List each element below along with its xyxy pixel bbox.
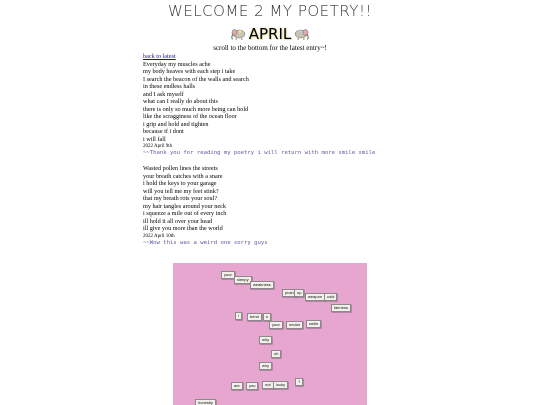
magnet-word: fairness <box>331 304 351 312</box>
magnet-word: i <box>235 312 242 320</box>
poem-line: that my breath rots your soul? <box>143 195 218 202</box>
month-title: APRIL <box>248 25 292 43</box>
poem-line: and I ask myself <box>143 90 184 98</box>
poem-line: Everyday my muscles ache <box>143 60 211 68</box>
month-banner <box>0 25 540 43</box>
poem-line: your breath catches with a snare <box>143 172 223 180</box>
magnet-word: your <box>221 271 235 279</box>
poem-line: in these endless halls <box>143 83 196 90</box>
site-title: WELCOME 2 MY POETRY!! <box>168 2 372 20</box>
poem-line: Wasted pollen lines the streets <box>143 165 218 172</box>
magnet-word: bend <box>247 313 262 321</box>
magnet-word: why <box>259 336 272 344</box>
poem-feed <box>143 53 403 247</box>
poem-line: i will fall <box>143 135 166 143</box>
magnet-word: weakness <box>250 281 274 289</box>
entry-date: 2022 April 9th <box>143 144 173 149</box>
magnet-word: s <box>263 313 271 321</box>
back-to-latest-link[interactable]: back to latest <box>143 53 176 60</box>
entry-date: 2022 April 10th <box>143 233 175 239</box>
poem-line: my body heaves with each step i take <box>143 68 236 75</box>
poem-line: ill hold it all over your head <box>143 217 213 225</box>
magnet-word: your <box>269 321 283 329</box>
poem-entry <box>143 61 403 158</box>
magnet-word: nectar <box>286 321 303 329</box>
elephant-icon <box>230 27 247 41</box>
magnet-word: oh <box>271 350 281 358</box>
poem-line: will you tell me my feet stink? <box>143 187 219 195</box>
magnet-word: honestly <box>195 399 216 405</box>
poem-entry <box>143 165 403 247</box>
magnet-word: ? <box>295 378 303 386</box>
magnet-word: push <box>282 289 297 297</box>
poem-line: I search the beacon of the walls and search <box>143 75 249 83</box>
elephant-icon <box>293 27 310 41</box>
poem-line: what can I really do about this <box>143 98 218 105</box>
poem-line: there is only so much more being can hold <box>143 105 249 113</box>
poem-line: i hold the keys to your garage <box>143 180 217 187</box>
magnet-word: weapon <box>305 293 325 301</box>
magnet-word: are <box>231 382 243 390</box>
magnet-word: you <box>246 382 258 390</box>
author-comment: ~~Thank you for reading my poetry i will return with more smile smile <box>143 150 376 156</box>
poem-line: like the scragginess of the ocean floor <box>143 113 237 120</box>
scroll-hint: scroll to the bottom for the latest entry~! <box>213 44 327 52</box>
poem-line: my hair tangles around your neck <box>143 202 226 210</box>
magnet-word: lucky <box>273 381 288 389</box>
magnet-word: smile <box>306 320 321 328</box>
magnet-word: sleepy <box>234 276 252 284</box>
magnet-word: up <box>294 289 304 297</box>
magnet-word: cold <box>324 293 337 301</box>
magnet-word: not <box>262 381 274 389</box>
author-comment: ~~Wow this was a weird one sorry guys <box>143 239 268 246</box>
poem-line: i grip and hold and tighten <box>143 120 209 128</box>
poem-line: i squeeze a mile out of every inch <box>143 210 227 217</box>
poem-line: ill give you more than the world <box>143 225 223 232</box>
magnet-word: why <box>259 362 272 370</box>
poem-line: because if i dont <box>143 128 184 135</box>
magnet-poetry-photo <box>173 263 367 405</box>
